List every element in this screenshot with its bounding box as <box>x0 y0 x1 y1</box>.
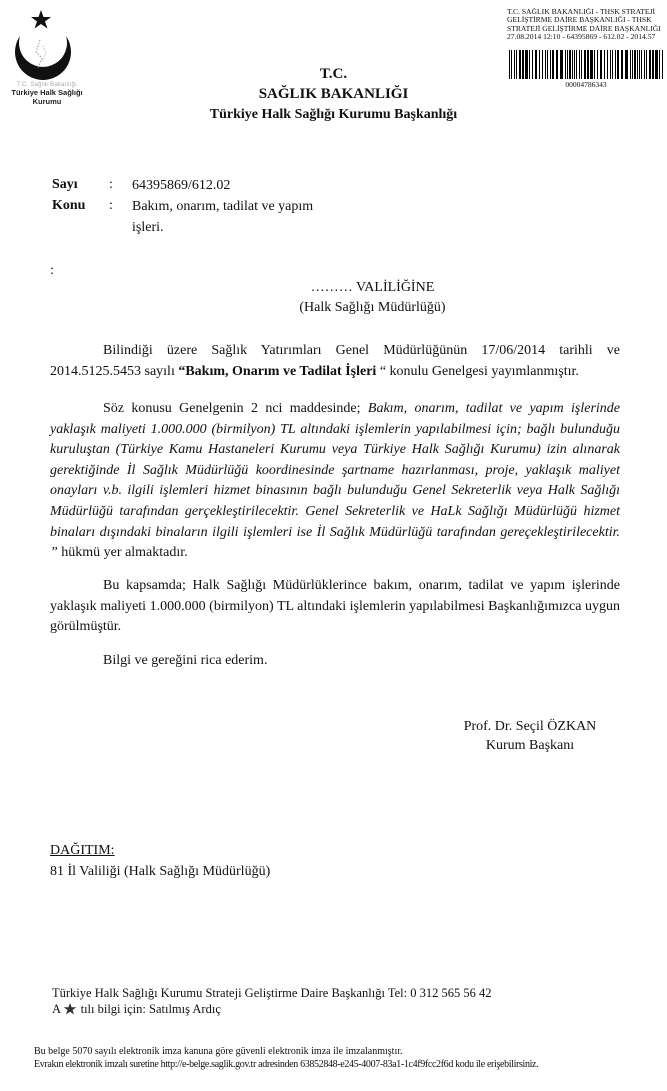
footer-info <box>52 1001 221 1017</box>
logo-caption-faint: T.C. Sağlık Bakanlığı <box>17 82 77 88</box>
p4-text: Bilgi ve gereğini rica ederim. <box>103 653 268 668</box>
p3-text: Bu kapsamda; Halk Sağlığı Müdürlüklerince bakım, onarım, tadilat ve yapım işlerinde yaklaşık maliyeti 1.000.000 (birmilyon) TL altındaki işlemlerin yapılabilmesi Başkanlığımızca uygun görülmüştür. <box>50 578 620 635</box>
p2-text-b: hükmü yer almaktadır. <box>57 545 188 561</box>
stamp-line: STRATEJİ GELİŞTİRME DAİRE BAŞKANLIĞI <box>507 23 661 33</box>
konu-value-line2: işleri. <box>132 220 164 235</box>
body-paragraph-3 <box>50 576 620 638</box>
logo-caption-line1: Türkiye Halk Sağlığı <box>11 88 83 97</box>
stamp-line: T.C. SAĞLIK BAKANLIĞI - THSK STRATEJİ <box>507 8 656 16</box>
p1-bold-title: “Bakım, Onarım ve Tadilat İşleri <box>178 363 377 379</box>
footer-info-suffix: tılı bilgi için: Satılmış Ardıç <box>80 1002 221 1016</box>
stamp-line: 27.08.2014 12:10 - 64395869 - 612.02 - 2014.57 <box>507 31 656 41</box>
signatory-title: Kurum Başkanı <box>485 738 575 753</box>
header-tc: T.C. <box>319 66 348 82</box>
stamp-line: GELİŞTİRME DAİRE BAŞKANLIĞI - THSK <box>507 15 652 25</box>
recipient-governorship: ……… VALİLİĞİNE <box>310 280 435 295</box>
body-paragraph-1 <box>50 341 620 382</box>
recipient-directorate: (Halk Sağlığı Müdürlüğü) <box>299 300 446 315</box>
logo-caption-line2: Kurumu <box>32 97 62 106</box>
p1-text-b: “ konulu Genelgesi yayımlanmıştır. <box>376 363 579 379</box>
body-paragraph-2 <box>50 399 620 564</box>
sayi-label: Sayı <box>52 177 78 192</box>
p1-text-a: Bilindiği üzere Sağlık Yatırımları Genel Müdürlüğünün 17/06/2014 tarihli ve 2014.5125.5453 sayılı <box>50 343 620 379</box>
registry-stamp <box>507 8 667 41</box>
signatory-name: Prof. Dr. Seçil ÖZKAN <box>463 719 597 734</box>
header-ministry: SAĞLIK BAKANLIĞI <box>258 86 409 102</box>
sayi-colon: : <box>109 177 113 192</box>
star-stamp-icon <box>63 1003 77 1015</box>
distribution-heading-text: DAĞITIM: <box>50 843 115 858</box>
konu-label: Konu <box>52 198 86 213</box>
esign-notice: Bu belge 5070 sayılı elektronik imza kanuna göre güvenli elektronik imza ile imzalanmıştır. <box>34 1046 403 1057</box>
konu-colon: : <box>109 198 113 213</box>
recipient-colon: : <box>50 263 54 278</box>
body-paragraph-4 <box>50 651 620 672</box>
header-institution: Türkiye Halk Sağlığı Kurumu Başkanlığı <box>209 107 458 122</box>
esign-verification: Evrakın elektronik imzalı suretine http://e-belge.saglik.gov.tr adresinden 63852848-e245-4007-83a1-1c4f9fcc2f6d kodu ile erişebilirsiniz. <box>34 1059 539 1070</box>
footer-contact: Türkiye Halk Sağlığı Kurumu Strateji Geliştirme Daire Başkanlığı Tel: 0 312 565 56 42 <box>52 986 492 1000</box>
distribution-item: 81 İl Valiliği (Halk Sağlığı Müdürlüğü) <box>50 864 271 879</box>
konu-value-line1: Bakım, onarım, tadilat ve yapım <box>132 199 314 214</box>
sayi-value: 64395869/612.02 <box>132 178 231 193</box>
footer-info-prefix: A <box>52 1002 61 1016</box>
barcode-number: 00004786343 <box>565 80 607 89</box>
distribution-heading <box>50 843 115 859</box>
p2-quoted-clause: Bakım, onarım, tadilat ve yapım işlerinde yaklaşık maliyeti 1.000.000 (birmilyon) TL altındaki işlemlerin yapılabilmesi için; bağlı bulunduğu kuruluştan (Türkiye Kamu Hastaneleri Kurumu veya Türkiye Halk Sağlığı Kurumu) izin alınarak gerektiğinde İl Sağlık Müdürlüğü koordinesinde şartname hazırlanması, proje, yaklaşık maliyet onayları v.b. ilgili işlemleri hizmet binasının bağlı bulunduğu Genel Sekreterlik veya Halk Sağlığı Müdürlüğü tarafından gerçekleştirilecektir. Genel Sekreterlik ve HaLk Sağlığı Müdürlüğü hizmet binaları dışındaki binaların ilgili işlemleri ise İl Sağlık Müdürlüğü tarafından gereçekleştirilecektir. ” <box>50 401 620 561</box>
konu-value <box>132 196 313 238</box>
p2-text-a: Söz konusu Genelgenin 2 nci maddesinde; <box>103 401 368 416</box>
